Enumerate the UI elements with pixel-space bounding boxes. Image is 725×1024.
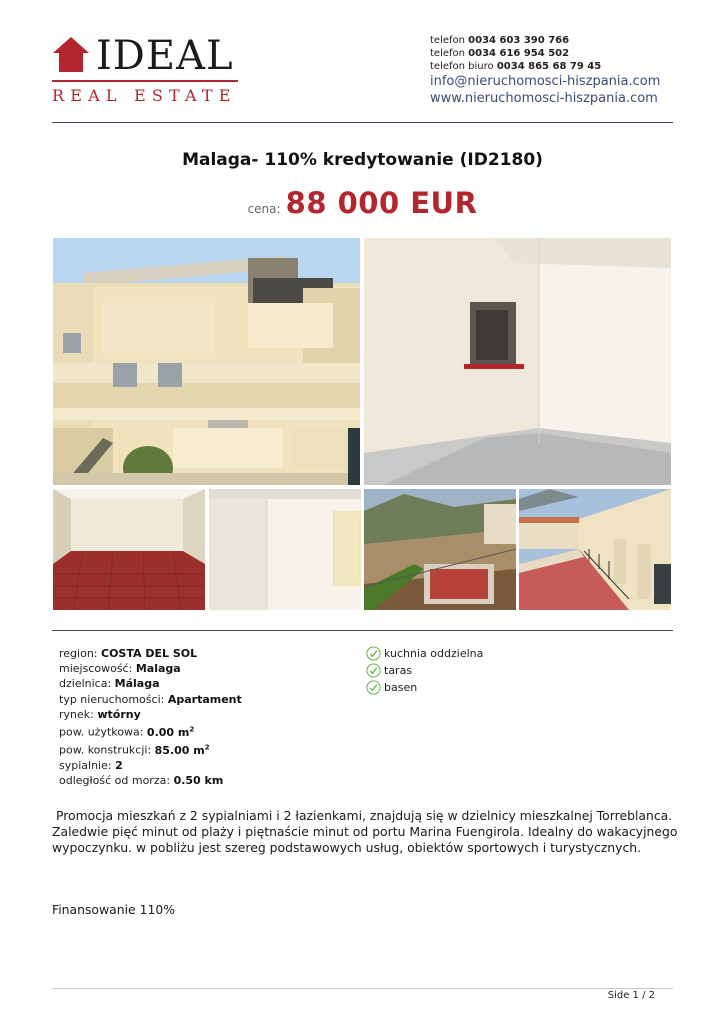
- price-row: [0, 186, 725, 220]
- details-divider: [52, 630, 673, 631]
- logo-subtitle: REAL ESTATE: [52, 86, 237, 105]
- contact-phone-office: telefon biuro 0034 865 68 79 45: [430, 61, 602, 72]
- property-details: [59, 646, 242, 788]
- detail-property-type: typ nieruchomości: Apartament: [59, 692, 242, 706]
- check-icon: [366, 680, 381, 695]
- contact-block: [430, 34, 660, 107]
- page-number: Side 1 / 2: [607, 990, 655, 1001]
- detail-construction-area: pow. konstrukcji: 85.00 $m^2$: [59, 742, 210, 757]
- detail-market: rynek: wtórny: [59, 707, 141, 721]
- detail-district: dzielnica: Málaga: [59, 677, 160, 691]
- price-value: 88 000 EUR: [285, 186, 478, 220]
- financing-note: Finansowanie 110%: [52, 902, 176, 917]
- photo-room-corner[interactable]: [209, 489, 361, 610]
- photo-garden-view[interactable]: [364, 489, 516, 610]
- detail-usable-area: pow. użytkowa: 0.00 $m^2$: [59, 725, 195, 739]
- photo-interior-room[interactable]: [364, 238, 671, 485]
- detail-bedrooms: sypialnie: 2: [59, 758, 123, 772]
- contact-website-link[interactable]: www.nieruchomosci-hiszpania.com: [430, 91, 658, 106]
- listing-description: Promocja mieszkań z 2 sypialniami i 2 łazienkami, znajdują się w dzielnicy mieszkalnej Torreblanca. Zaledwie pięć minut od plaży i piętnaście minut od portu Marina Fuengirola. Idealny do wakacyjnego wypoczynku. w pobliżu jest szereg podstawowych usług, obiektów sportowych i turystycznych.: [52, 808, 682, 855]
- feature-item: basen: [366, 679, 483, 696]
- feature-list: [366, 645, 483, 696]
- photo-terrace[interactable]: [53, 489, 205, 610]
- header-divider: [52, 122, 673, 123]
- contact-email-link[interactable]: info@nieruchomosci-hiszpania.com: [430, 74, 661, 89]
- contact-phone-2: telefon 0034 616 954 502: [430, 48, 570, 59]
- check-icon: [366, 663, 381, 678]
- footer-divider: [52, 988, 673, 989]
- check-icon: [366, 646, 381, 661]
- logo-wordmark: IDEAL: [96, 33, 234, 79]
- logo-divider: [52, 80, 238, 82]
- logo-house-icon: [52, 35, 90, 73]
- detail-sea-distance: odległość od morza: 0.50 km: [59, 773, 224, 787]
- photo-balcony-walkway[interactable]: [519, 489, 671, 610]
- price-label: cena:: [247, 202, 281, 216]
- feature-item: kuchnia oddzielna: [366, 645, 483, 662]
- contact-phone-1: telefon 0034 603 390 766: [430, 35, 570, 46]
- detail-city: miejscowość: Malaga: [59, 662, 181, 676]
- photo-building-exterior[interactable]: [53, 238, 360, 485]
- feature-item: taras: [366, 662, 483, 679]
- listing-title: Malaga- 110% kredytowanie (ID2180): [182, 150, 543, 170]
- detail-region: region: COSTA DEL SOL: [59, 647, 198, 660]
